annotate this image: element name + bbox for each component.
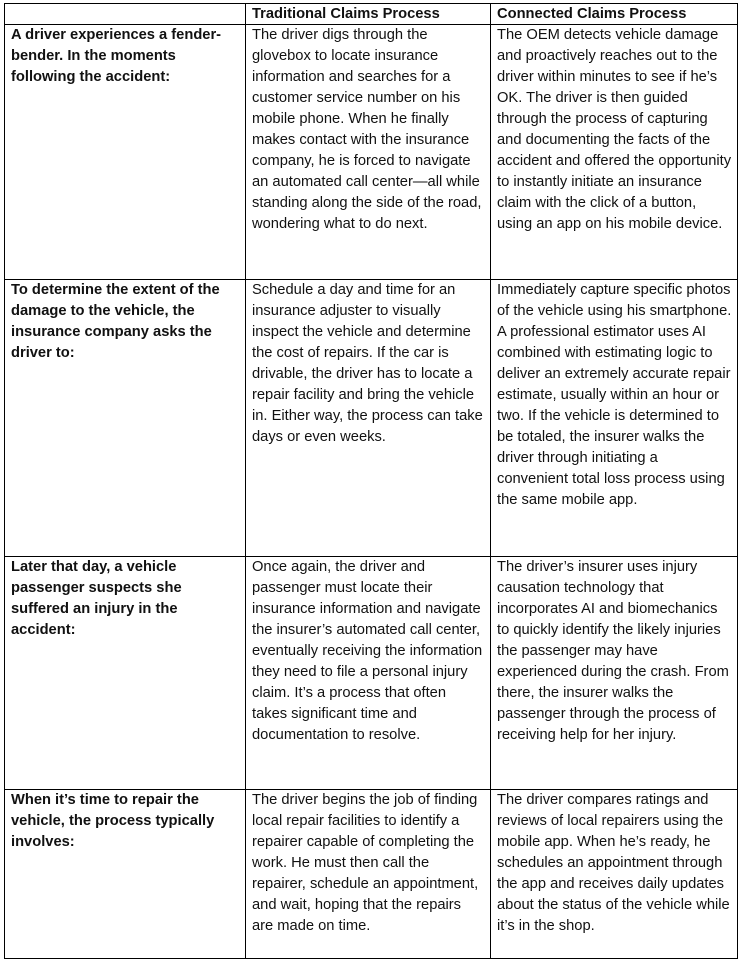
traditional-cell: Once again, the driver and passenger must locate their insurance information and navigate the insurer’s automated call center, eventually receiving the information they need to file a personal injury claim. It’s a process that often takes significant time and documentation to resolve.	[246, 557, 491, 790]
traditional-cell: The driver digs through the glovebox to locate insurance information and searches for a customer service number on his mobile phone. When he finally makes contact with the insurance company, he is forced to navigate an automated call center—all while standing along the side of the road, wondering what to do next.	[246, 25, 491, 280]
table-row	[5, 25, 738, 280]
header-scenario	[5, 4, 246, 25]
connected-cell: The OEM detects vehicle damage and proactively reaches out to the driver within minutes to see if he’s OK. The driver is then guided through the process of capturing and documenting the facts of the accident and offered the opportunity to instantly initiate an insurance claim with the click of a button, using an app on his mobile device.	[491, 25, 738, 280]
scenario-cell: To determine the extent of the damage to the vehicle, the insurance company asks the driver to:	[5, 280, 246, 557]
header-row	[5, 4, 738, 25]
table-row	[5, 790, 738, 959]
traditional-cell: Schedule a day and time for an insurance adjuster to visually inspect the vehicle and determine the cost of repairs. If the car is drivable, the driver has to locate a repair facility and bring the vehicle in. Either way, the process can take days or even weeks.	[246, 280, 491, 557]
connected-cell: Immediately capture specific photos of the vehicle using his smartphone. A professional estimator uses AI combined with estimating logic to deliver an extremely accurate repair estimate, usually within an hour or two. If the vehicle is determined to be totaled, the insurer walks the driver through initiating a convenient total loss process using the same mobile app.	[491, 280, 738, 557]
header-traditional: Traditional Claims Process	[246, 4, 491, 25]
connected-cell: The driver compares ratings and reviews of local repairers using the mobile app. When he’s ready, he schedules an appointment through the app and receives daily updates about the status of the vehicle while it’s in the shop.	[491, 790, 738, 959]
claims-comparison-table	[4, 3, 738, 959]
scenario-cell: A driver experiences a fender-bender. In the moments following the accident:	[5, 25, 246, 280]
scenario-cell: Later that day, a vehicle passenger suspects she suffered an injury in the accident:	[5, 557, 246, 790]
traditional-cell: The driver begins the job of finding local repair facilities to identify a repairer capable of completing the work. He must then call the repairer, schedule an appointment, and wait, hoping that the repairs are made on time.	[246, 790, 491, 959]
table-row	[5, 280, 738, 557]
header-connected: Connected Claims Process	[491, 4, 738, 25]
table-row	[5, 557, 738, 790]
connected-cell: The driver’s insurer uses injury causation technology that incorporates AI and biomechanics to quickly identify the likely injuries the passenger may have experienced during the crash. From there, the insurer walks the passenger through the process of receiving help for her injury.	[491, 557, 738, 790]
scenario-cell: When it’s time to repair the vehicle, the process typically involves:	[5, 790, 246, 959]
